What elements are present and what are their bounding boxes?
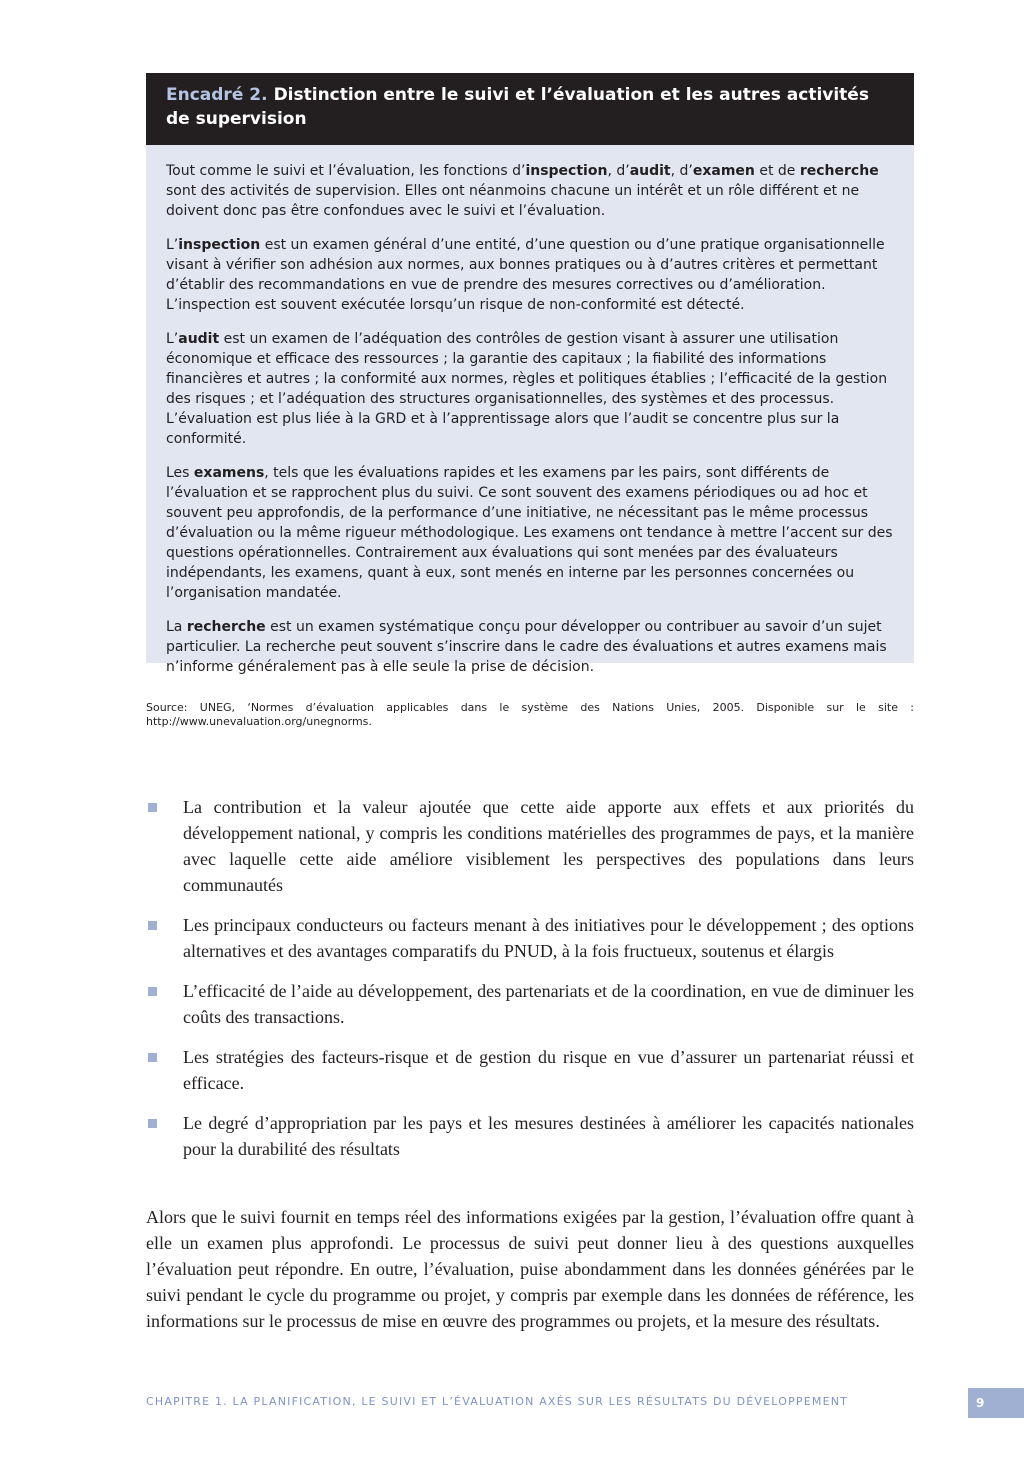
encadre-paragraph-examens: [166, 463, 894, 603]
term-audit: audit: [629, 163, 671, 179]
text-run: Tout comme le suivi et l’évaluation, les fonctions d’: [166, 163, 526, 179]
bullet-square-icon: [148, 1053, 157, 1062]
text-run: est un examen de l’adéquation des contrôles de gestion visant à assurer une utilisation économique et efficace des ressources ; la garantie des capitaux ; la fiabilité des informations financières et autres ; la conformité aux normes, règles et politiques établies ; l’efficacité de la gestion des risques ; et l’adéquation des structures organisationnelles, des systèmes et des processus. L’évaluation est plus liée à la GRD et à l’apprentissage alors que l’audit se concentre plus sur la conformité.: [166, 331, 888, 447]
term-recherche: recherche: [799, 163, 879, 179]
text-run: sont des activités de supervision. Elles ont néanmoins chacune un intérêt et un rôle différent et ne doivent donc pas être confondues avec le suivi et l’évaluation.: [166, 183, 860, 219]
bullet-square-icon: [148, 921, 157, 930]
text-run: est un examen systématique conçu pour développer ou contribuer au savoir d’un sujet particulier. La recherche peut souvent s’inscrire dans le cadre des évaluations et autres examens mais n’informe généralement pas à elle seule la prise de décision.: [166, 619, 887, 675]
encadre-paragraph-inspection: [166, 235, 894, 315]
bullet-square-icon: [148, 987, 157, 996]
term-recherche: recherche: [186, 619, 266, 635]
encadre-paragraph-audit: [166, 329, 894, 449]
text-run: L’: [166, 331, 179, 347]
text-run: , d’: [670, 163, 693, 179]
text-run: L’: [166, 237, 179, 253]
list-item-text: L’efficacité de l’aide au développement, des partenariats et de la coordination, en vue de diminuer les coûts des transactions.: [183, 981, 914, 1027]
page-number: 9: [968, 1388, 1024, 1418]
encadre-label: Encadré 2.: [166, 85, 268, 105]
encadre-paragraph-recherche: [166, 617, 894, 677]
list-item: [146, 794, 914, 898]
bullet-square-icon: [148, 1119, 157, 1128]
list-item-text: Les stratégies des facteurs-risque et de gestion du risque en vue d’assurer un partenariat réussi et efficace.: [183, 1047, 914, 1093]
text-run: et de: [754, 163, 800, 179]
list-item: [146, 1110, 914, 1162]
text-run: , tels que les évaluations rapides et les examens par les pairs, sont différents de l’évaluation et se rapprochent plus du suivi. Ce sont souvent des examens périodiques ou ad hoc et souvent peu approfondis, de la performance d’une initiative, ne nécessitant pas le même processus d’évaluation ou la même rigueur méthodologique. Les examens ont tendance à mettre l’accent sur des questions opérationnelles. Contrairement aux évaluations qui sont menées par des évaluateurs indépendants, les examens, quant à eux, sont menés en interne par les personnes concernées ou l’organisation mandatée.: [166, 465, 893, 601]
bullet-square-icon: [148, 803, 157, 812]
term-inspection: inspection: [178, 237, 261, 253]
bullet-list: [146, 794, 914, 1176]
list-item-text: La contribution et la valeur ajoutée que cette aide apporte aux effets et aux priorités du développement national, y compris les conditions matérielles des programmes de pays, et la manière avec laquelle cette aide améliore visiblement les perspectives des populations dans leurs communautés: [183, 797, 914, 895]
list-item: [146, 1044, 914, 1096]
source-note: Source: UNEG, ‘Normes d’évaluation applicables dans le système des Nations Unies, 2005. Disponible sur le site : http://www.unevaluation.org/unegnorms.: [146, 701, 914, 728]
text-run: est un examen général d’une entité, d’une question ou d’une pratique organisationnelle visant à vérifier son adhésion aux normes, aux bonnes pratiques ou à d’autres critères et permettant d’établir des recommandations en vue de prendre des mesures correctives ou d’amélioration. L’inspection est souvent exécutée lorsqu’un risque de non-conformité est détecté.: [166, 237, 885, 313]
term-inspection: inspection: [525, 163, 608, 179]
encadre-header: [146, 73, 914, 145]
text-run: Les: [166, 465, 194, 481]
running-footer: CHAPITRE 1. LA PLANIFICATION, LE SUIVI ET L’ÉVALUATION AXÉS SUR LES RÉSULTATS DU DÉVELOPPEMENT: [146, 1395, 849, 1408]
encadre-paragraph-intro: [166, 161, 894, 221]
list-item: [146, 912, 914, 964]
text-run: , d’: [607, 163, 630, 179]
list-item-text: Le degré d’appropriation par les pays et les mesures destinées à améliorer les capacités nationales pour la durabilité des résultats: [183, 1113, 914, 1159]
term-examen: examen: [692, 163, 755, 179]
list-item-text: Les principaux conducteurs ou facteurs menant à des initiatives pour le développement ; des options alternatives et des avantages comparatifs du PNUD, à la fois fructueux, soutenus et élargis: [183, 915, 914, 961]
term-examens: examens: [193, 465, 265, 481]
encadre-box: [146, 73, 914, 675]
encadre-title: Distinction entre le suivi et l’évaluation et les autres activités de supervision: [166, 85, 869, 129]
term-audit: audit: [178, 331, 220, 347]
encadre-body: [146, 145, 914, 675]
text-run: La: [166, 619, 187, 635]
body-paragraph: Alors que le suivi fournit en temps réel des informations exigées par la gestion, l’évaluation offre quant à elle un examen plus approfondi. Le processus de suivi peut donner lieu à des questions auxquelles l’évaluation peut répondre. En outre, l’évaluation, puise abondamment dans les données générées par le suivi pendant le cycle du programme ou projet, y compris par exemple dans les données de référence, les informations sur le processus de mise en œuvre des programmes ou projets, et la mesure des résultats.: [146, 1207, 914, 1331]
list-item: [146, 978, 914, 1030]
